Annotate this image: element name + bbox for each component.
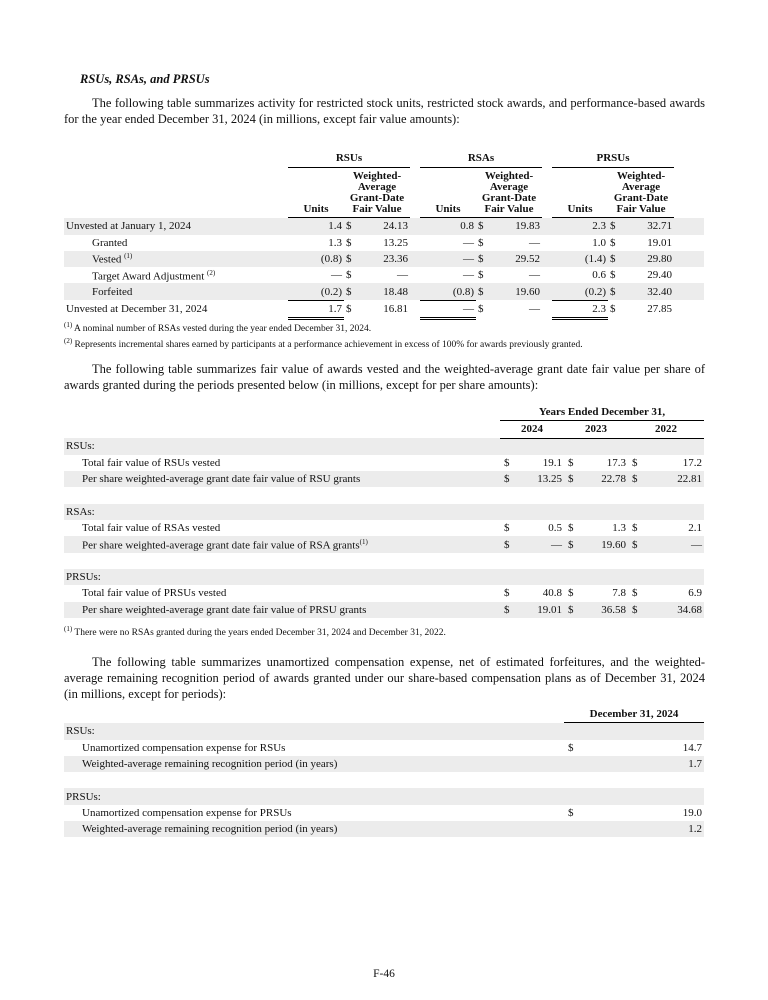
- footnote: $^{(1)}$ There were no RSAs granted during the years ended December 31, 2024 and December 31, 2022.: [64, 625, 446, 639]
- section-header: RSAs:: [64, 504, 704, 520]
- footnote: $^{(1)}$ A nominal number of RSAs vested during the year ended December 31, 2024.: [64, 321, 372, 335]
- section-title: RSUs, RSAs, and PRSUs: [80, 72, 210, 86]
- fair-value-table: [64, 404, 704, 618]
- table-row: Target Award Adjustment $^{(2)}$ — $ — — $ — 0.6 $ 29.40: [92, 268, 673, 283]
- table-row: Vested $^{(1)}$ (0.8) $ 23.36 — $ 29.52 (1.4) $ 29.80: [64, 251, 704, 267]
- section-header: RSUs:: [64, 723, 704, 740]
- table-row: Total fair value of RSAs vested $ 0.5 $ 1.3 $ 2.1: [82, 522, 702, 535]
- table-row: Total fair value of RSUs vested $ 19.1 $ 17.3 $ 17.2: [82, 457, 702, 470]
- table-row: Per share weighted-average grant date fair value of RSU grants $ 13.25 $ 22.78 $ 22.81: [64, 471, 704, 487]
- page-number: F-46: [373, 968, 395, 980]
- table-row: Unamortized compensation expense for RSUs $ 14.7: [82, 741, 702, 754]
- col-header-units: Units: [288, 168, 344, 218]
- table-row: Forfeited (0.2) $ 18.48 (0.8) $ 19.60 (0.2) $ 32.40: [64, 283, 704, 300]
- table-row: Total fair value of PRSUs vested $ 40.8 $ 7.8 $ 6.9: [82, 587, 702, 600]
- award-activity-table: [64, 150, 704, 320]
- section-header: RSUs:: [64, 438, 704, 455]
- group-header-rsus: RSUs: [288, 150, 410, 168]
- second-paragraph: The following table summarizes fair value of awards vested and the weighted-average grant date fair value per share of awards granted during the periods presented below (in millions, except for per share amounts):: [64, 362, 705, 392]
- table-row: Per share weighted-average grant date fair value of RSA grants$^{(1)}$ $ — $ 19.60 $ —: [64, 536, 704, 552]
- section-header: PRSUs:: [64, 788, 704, 804]
- group-header-rsas: RSAs: [420, 150, 542, 168]
- table-row: Weighted-average remaining recognition period (in years) 1.7: [64, 756, 704, 772]
- col-header-fair-value: Weighted- Average Grant-Date Fair Value: [608, 168, 674, 218]
- section-header: PRSUs:: [64, 569, 704, 585]
- col-header-fair-value: Weighted- Average Grant-Date Fair Value: [476, 168, 542, 218]
- col-header-units: Units: [420, 168, 476, 218]
- col-header-units: Units: [552, 168, 608, 218]
- year-header: 2024: [500, 421, 564, 438]
- table-row: Per share weighted-average grant date fair value of PRSU grants $ 19.01 $ 36.58 $ 34.68: [64, 602, 704, 618]
- third-paragraph: The following table summarizes unamortized compensation expense, net of estimated forfeitures, and the weighted-average remaining recognition period of awards granted under our share-based compensation plans as of December 31, 2024 (in millions, except for periods):: [64, 655, 705, 701]
- table-row: Unvested at December 31, 2024 1.7 $ 16.81 — $ — 2.3 $ 27.85: [64, 300, 704, 318]
- unamortized-expense-table: [64, 706, 704, 837]
- footnote: $^{(2)}$ Represents incremental shares earned by participants at a performance achievement in excess of 100% for awards previously granted.: [64, 337, 583, 351]
- group-header-prsus: PRSUs: [552, 150, 674, 168]
- table-row: Unamortized compensation expense for PRSUs $ 19.0: [82, 806, 702, 819]
- col-header-fair-value: Weighted- Average Grant-Date Fair Value: [344, 168, 410, 218]
- years-header: Years Ended December 31,: [500, 404, 704, 421]
- table-row: Unvested at January 1, 2024 1.4 $ 24.13 0.8 $ 19.83 2.3 $ 32.71: [64, 218, 704, 235]
- table-row: Weighted-average remaining recognition period (in years) 1.2: [64, 821, 704, 837]
- date-header: December 31, 2024: [564, 706, 704, 723]
- intro-paragraph: The following table summarizes activity for restricted stock units, restricted stock awards, and performance-based awards for the year ended December 31, 2024 (in millions, except fair value amounts):: [64, 96, 705, 126]
- year-header: 2023: [564, 421, 628, 438]
- year-header: 2022: [628, 421, 704, 438]
- table-row: Granted 1.3 $ 13.25 — $ — 1.0 $ 19.01: [92, 236, 673, 249]
